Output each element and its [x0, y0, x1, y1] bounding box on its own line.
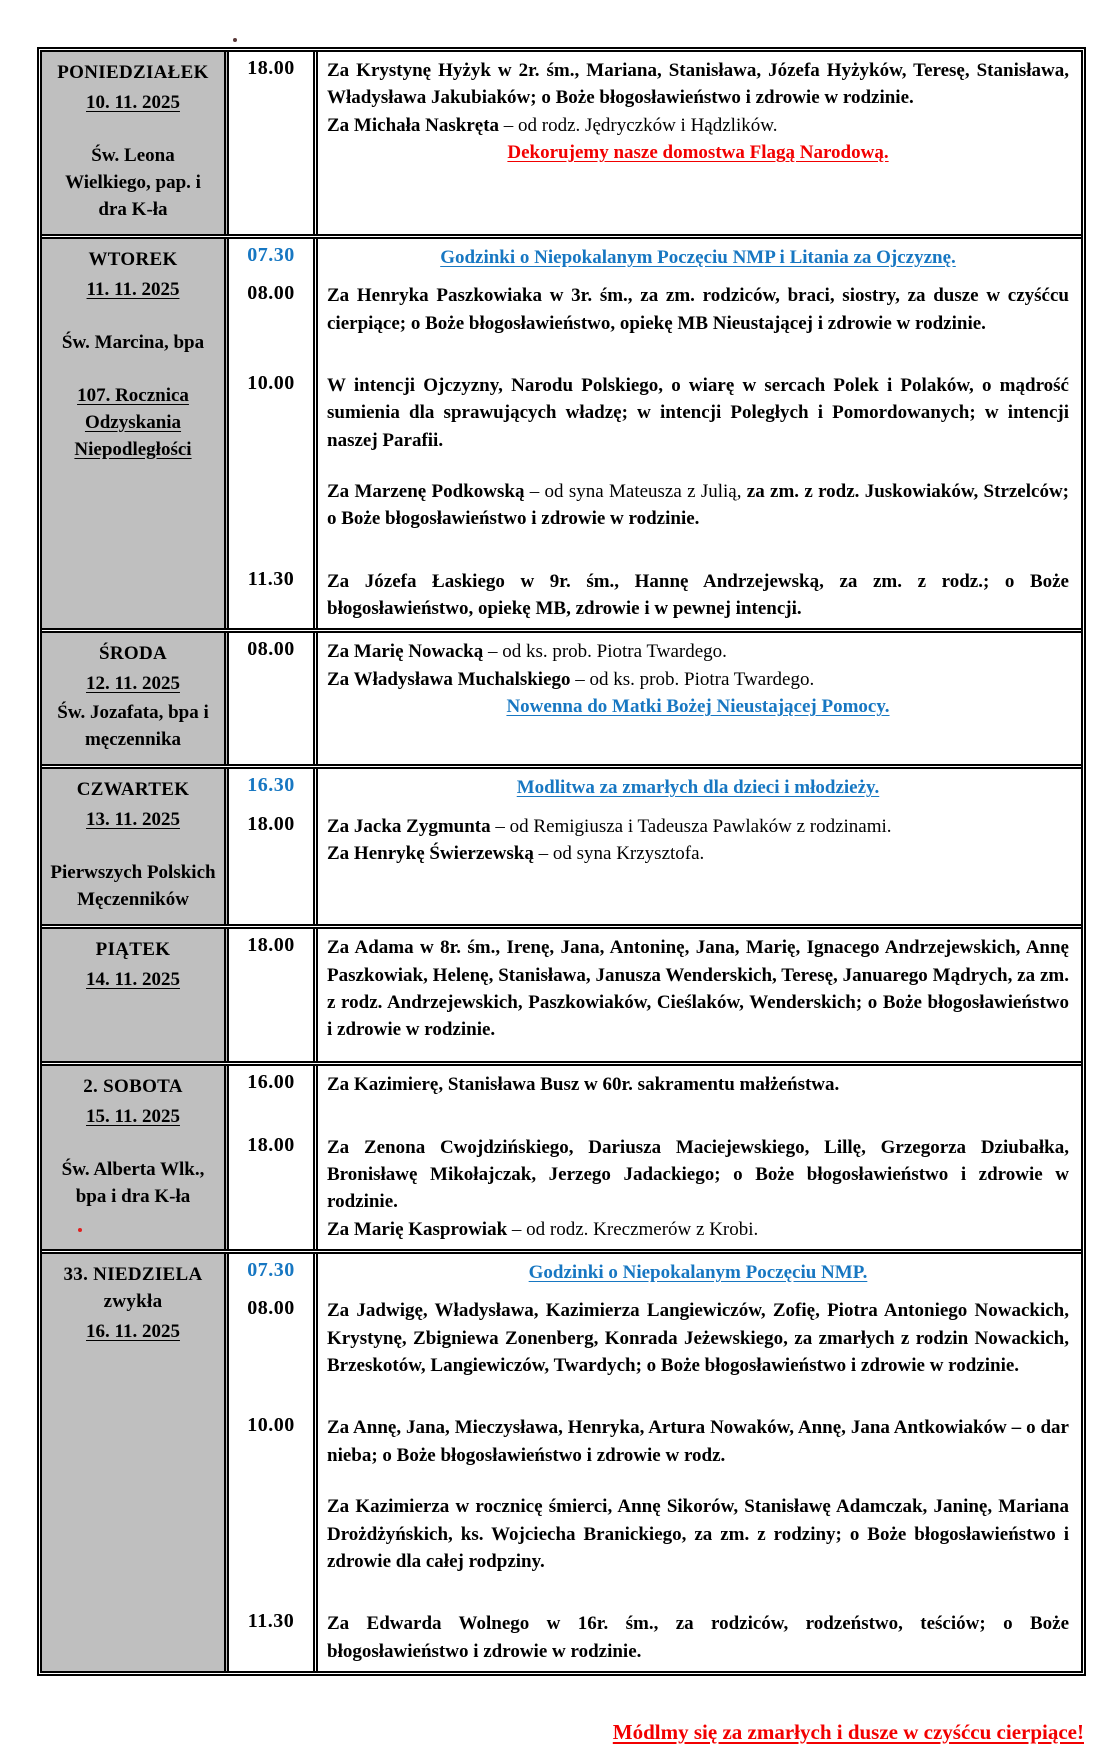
day-note: Św. Jozafata, bpa i męczennika: [57, 702, 209, 751]
mass-entry: [229, 1254, 1081, 1292]
mass-time: 08.00: [247, 638, 295, 661]
day-title: 33. NIEDZIELA: [63, 1263, 203, 1285]
intention-paragraph: [327, 934, 1069, 1043]
mass-time: 16.00: [247, 1071, 295, 1094]
entries-cell: [229, 1066, 1081, 1249]
intention-segment: Za Kazimierza w rocznicę śmierci, Annę Sikorów, Stanisławę Adamczak, Janinę, Mariana Drożdżyńskich, ks. Wojciecha Branickiego, za zm. z rodziny; o Boże błogosławieństwo i zdrowie dla całej rodpziny.: [327, 1496, 1069, 1572]
entries-cell: [229, 769, 1081, 924]
mass-entry: [229, 367, 1081, 539]
mass-entry: [229, 1066, 1081, 1104]
entries-cell: [229, 929, 1081, 1061]
day-note: Św. Marcina, bpa: [61, 331, 205, 353]
schedule-row: [42, 929, 1081, 1066]
intention-paragraph: [327, 478, 1069, 533]
mass-time: 18.00: [247, 934, 295, 957]
day-cell: [42, 929, 229, 1061]
intention-segment: – od syna Krzysztofa.: [538, 843, 705, 865]
intention-segment: Za Marzenę Podkowską: [327, 481, 530, 502]
intentions-text: [313, 1129, 1081, 1249]
footer-text: Módlmy się za zmarłych i dusze w czyśćcu cierpiące!: [612, 1719, 1084, 1744]
mass-entry: [229, 1605, 1081, 1671]
intention-paragraph: [327, 282, 1069, 337]
day-title: PONIEDZIAŁEK: [57, 62, 209, 83]
mass-entry: [229, 239, 1081, 277]
intentions-text: [313, 239, 1081, 277]
mass-entry: [229, 1292, 1081, 1385]
day-cell: [42, 1254, 229, 1671]
day-date: 15. 11. 2025: [86, 1106, 180, 1128]
intentions-text: [313, 929, 1081, 1049]
intention-paragraph: [327, 813, 1069, 840]
mass-time: 11.30: [247, 567, 295, 590]
day-title: 2. SOBOTA: [83, 1076, 183, 1098]
intention-segment: W intencji Ojczyzny, Narodu Polskiego, o wiarę w sercach Polek i Polaków, o mądrość sumienia dla sprawujących władzę; w intencji Poległych i Pomordowanych; w intencji naszej Parafii.: [327, 374, 1069, 451]
entries-cell: [229, 1254, 1081, 1671]
intention-segment: Za Jadwigę, Władysława, Kazimierza Langiewiczów, Zofię, Piotra Antoniego Nowackich, Krystynę, Zbigniewa Zonenberg, Konrada Jeżewskiego, za zmarłych z rodzin Nowackich, Brzeskotów, Langiewiczów, Twardych; o Boże błogosławieństwo i zdrowie w rodzinie.: [327, 1300, 1069, 1377]
intention-segment: Dekorujemy nasze domostwa Flagą Narodową.: [507, 142, 889, 164]
day-date: 14. 11. 2025: [86, 969, 180, 991]
intention-segment: – od rodz. Jędryczków i Hądzlików.: [503, 114, 778, 136]
intention-segment: Modlitwa za zmarłych dla dzieci i młodzieży.: [516, 777, 880, 799]
intentions-text: [313, 1292, 1081, 1385]
mass-time: 10.00: [247, 371, 295, 394]
mass-time: 10.00: [247, 1414, 295, 1437]
intention-paragraph: [327, 568, 1069, 623]
day-date: 11. 11. 2025: [86, 278, 180, 300]
intention-segment: Godzinki o Niepokalanym Poczęciu NMP.: [528, 1261, 868, 1283]
mass-time: 16.30: [247, 774, 295, 797]
day-title: ŚRODA: [98, 643, 167, 665]
day-note: Pierwszych Polskich Męczenników: [50, 862, 216, 911]
mass-entry: [229, 769, 1081, 807]
intention-paragraph: [327, 693, 1069, 720]
intention-segment: Nowenna do Matki Bożej Nieustającej Pomocy.: [506, 696, 890, 718]
schedule-row: [42, 633, 1081, 769]
intention-paragraph: [327, 1216, 1069, 1243]
intention-segment: Za Henryka Paszkowiaka w 3r. śm., za zm. rodziców, braci, siostry, za dusze w czyśćcu cierpiące; o Boże błogosławieństwo, opiekę MB Nieustającej i zdrowie w rodzinie.: [327, 285, 1069, 334]
intention-segment: – od syna Mateusza z Julią,: [529, 481, 747, 502]
entries-cell: [229, 633, 1081, 764]
day-title: WTOREK: [88, 248, 178, 270]
day-cell: [42, 239, 229, 629]
intentions-text: [313, 52, 1081, 172]
intention-segment: Za Jacka Zygmunta: [327, 815, 496, 837]
intention-paragraph: [327, 1493, 1069, 1575]
intention-paragraph: [327, 840, 1069, 867]
intention-segment: – od rodz. Kreczmerów z Krobi.: [511, 1218, 759, 1240]
intention-segment: Za Annę, Jana, Mieczysława, Henryka, Artura Nowaków, Annę, Jana Antkowiaków – o dar nieba; o Boże błogosławieństwo i zdrowie w rodz.: [327, 1417, 1069, 1466]
intention-paragraph: [327, 1134, 1069, 1216]
mass-time: 07.30: [247, 243, 295, 266]
mass-entry: [229, 808, 1081, 874]
day-cell: [42, 769, 229, 924]
intention-segment: Za Kazimierę, Stanisława Busz w 60r. sakramentu małżeństwa.: [327, 1074, 840, 1096]
intention-segment: Za Józefa Łaskiego w 9r. śm., Hannę Andrzejewską, za zm. z rodz.; o Boże błogosławieństwo, opiekę MB, zdrowie i w pewnej intencji.: [327, 570, 1069, 620]
mass-time: 07.30: [247, 1258, 295, 1281]
intention-segment: Za Marię Nowacką: [327, 641, 488, 663]
day-cell: [42, 1066, 229, 1249]
mass-entry: [229, 929, 1081, 1049]
schedule-row: [42, 1066, 1081, 1254]
intention-paragraph: [327, 638, 1069, 665]
day-date: 13. 11. 2025: [86, 809, 180, 831]
intention-segment: Za Zenona Cwojdzińskiego, Dariusza Maciejewskiego, Lillę, Grzegorza Dziubałka, Bronisławę Mikołajczak, Jerzego Jadackiego; o Boże błogosławieństwo i zdrowie w rodzinie.: [327, 1136, 1069, 1213]
day-note: Św. Leona Wielkiego, pap. i dra K-ła: [65, 144, 201, 220]
intention-paragraph: [327, 372, 1069, 454]
intention-segment: Godzinki o Niepokalanym Poczęciu NMP i Litania za Ojczyznę.: [440, 246, 956, 268]
intention-paragraph: [327, 57, 1069, 112]
stray-dot: [233, 38, 237, 42]
day-title: PIĄTEK: [95, 939, 171, 961]
stray-dot: [78, 1228, 82, 1232]
schedule-row: [42, 1254, 1081, 1671]
intention-paragraph: [327, 1297, 1069, 1379]
schedule-row: [42, 769, 1081, 929]
day-date: 16. 11. 2025: [86, 1320, 180, 1342]
intentions-text: [313, 563, 1081, 629]
intention-paragraph: [327, 139, 1069, 166]
mass-time: 18.00: [247, 57, 295, 79]
schedule-row: [42, 52, 1081, 239]
intention-paragraph: [327, 1610, 1069, 1665]
day-title: CZWARTEK: [76, 779, 190, 801]
intention-segment: Za Michała Naskręta: [327, 114, 504, 136]
intention-segment: za zm. z rodz. Juskowiaków, Strzelców; o Boże błogosławieństwo i zdrowie w rodzinie.: [327, 481, 1069, 530]
mass-time: 08.00: [247, 282, 295, 305]
intention-paragraph: [327, 244, 1069, 271]
intention-segment: Za Edwarda Wolnego w 16r. śm., za rodziców, rodzeństwo, teściów; o Boże błogosławieństwo i zdrowie w rodzinie.: [327, 1613, 1069, 1662]
intention-paragraph: [327, 112, 1069, 139]
intention-paragraph: [327, 774, 1069, 801]
day-note: 107. Rocznica Odzyskania Niepodległości: [74, 384, 192, 460]
intentions-text: [313, 1066, 1081, 1104]
intention-segment: – od ks. prob. Piotra Twardego.: [487, 641, 727, 663]
mass-entry: [229, 1129, 1081, 1249]
mass-entry: [229, 277, 1081, 343]
mass-time: 18.00: [247, 1133, 295, 1156]
day-cell: [42, 633, 229, 764]
intentions-text: [313, 1254, 1081, 1292]
day-date: 10. 11. 2025: [86, 91, 180, 113]
intention-segment: Za Adama w 8r. śm., Irenę, Jana, Antoninę, Jana, Marię, Ignacego Andrzejewskich, Annę Paszkowiak, Helenę, Stanisława, Janusza Wenderskich, Teresę, Januarego Mądrych, za zm. z rodz. Andrzejewskich, Paszkowiaków, Cieślaków, Wenderskich; o Boże błogosławieństwo i zdrowie w rodzinie.: [327, 937, 1069, 1041]
intention-segment: Za Krystynę Hyżyk w 2r. śm., Mariana, Stanisława, Józefa Hyżyków, Teresę, Stanisława, Władysława Jakubiaków; o Boże błogosławieństwo i zdrowie w rodzinie.: [327, 60, 1069, 109]
day-title: zwykła: [103, 1290, 163, 1312]
intentions-text: [313, 1409, 1081, 1581]
intention-segment: Za Władysława Muchalskiego: [327, 668, 576, 690]
intentions-text: [313, 367, 1081, 539]
intention-segment: – od Remigiusza i Tadeusza Pawlaków z rodzinami.: [495, 815, 892, 837]
intentions-text: [313, 633, 1081, 726]
intentions-text: [313, 1605, 1081, 1671]
intention-paragraph: [327, 666, 1069, 693]
intention-paragraph: [327, 1071, 1069, 1098]
mass-time: 08.00: [247, 1297, 295, 1320]
day-cell: [42, 52, 229, 234]
mass-entry: [229, 563, 1081, 629]
intention-segment: Za Marię Kasprowiak: [327, 1218, 512, 1240]
intentions-text: [313, 769, 1081, 807]
intention-paragraph: [327, 1259, 1069, 1286]
mass-time: 11.30: [247, 1610, 295, 1633]
schedule-table: [37, 47, 1086, 1676]
entries-cell: [229, 52, 1081, 234]
mass-entry: [229, 1409, 1081, 1581]
intentions-text: [313, 277, 1081, 343]
footer-exhortation: [37, 1720, 1084, 1745]
day-date: 12. 11. 2025: [86, 673, 180, 695]
intention-segment: – od ks. prob. Piotra Twardego.: [575, 668, 815, 690]
entries-cell: [229, 239, 1081, 629]
mass-time: 18.00: [247, 812, 295, 835]
mass-entry: [229, 633, 1081, 726]
mass-entry: [229, 52, 1081, 172]
intention-paragraph: [327, 1414, 1069, 1469]
intentions-text: [313, 808, 1081, 874]
day-note: Św. Alberta Wlk., bpa i dra K-ła: [61, 1159, 205, 1208]
intention-segment: Za Henrykę Świerzewską: [327, 843, 539, 865]
schedule-row: [42, 239, 1081, 634]
